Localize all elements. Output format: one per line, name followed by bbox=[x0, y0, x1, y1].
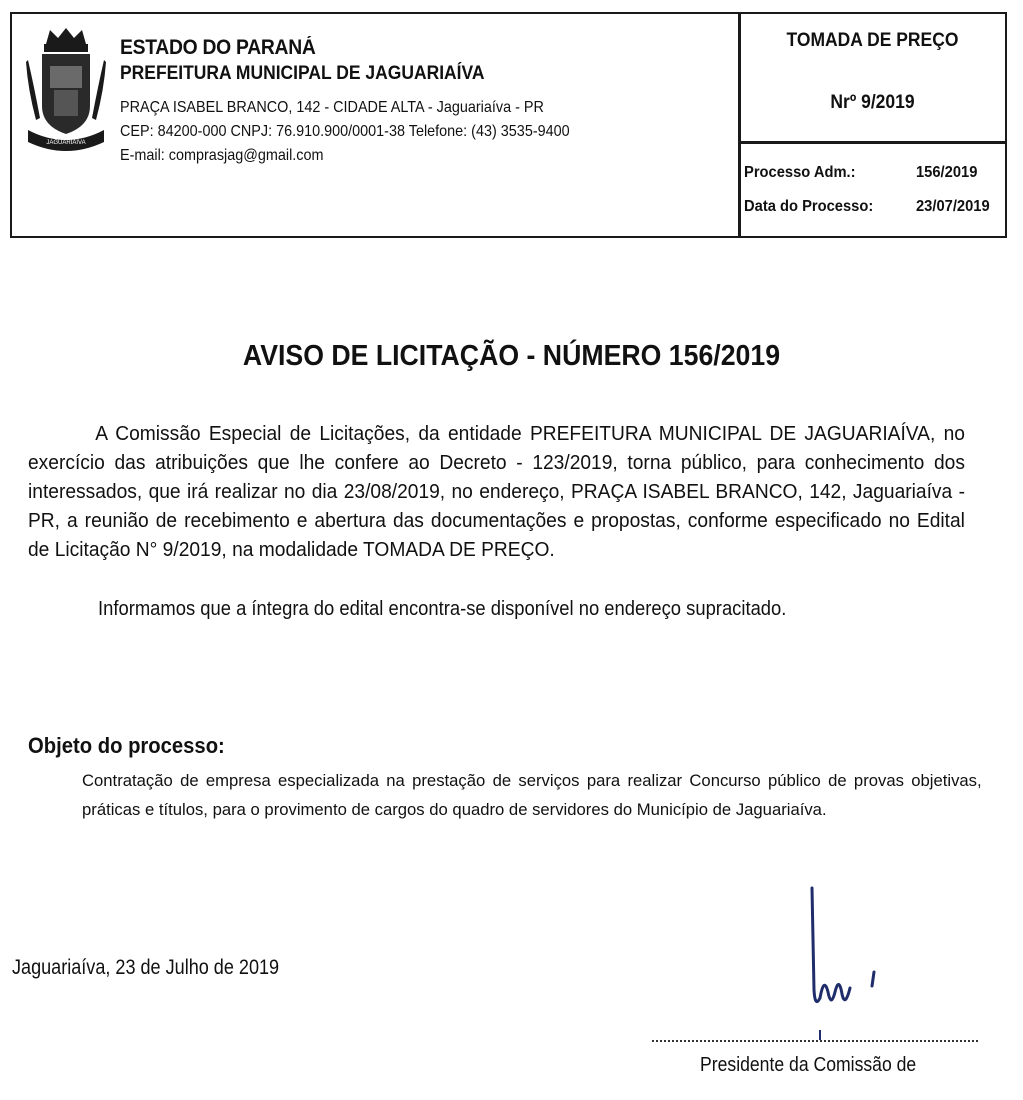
email: E-mail: comprasjag@gmail.com bbox=[120, 147, 324, 164]
contact-info: CEP: 84200-000 CNPJ: 76.910.900/0001-38 Telefone: (43) 3535-9400 bbox=[120, 123, 570, 140]
signature-icon bbox=[790, 880, 910, 1040]
modality-number: Nrº 9/2019 bbox=[830, 92, 915, 113]
place-date: Jaguariaíva, 23 de Julho de 2019 bbox=[12, 956, 280, 979]
vertical-divider bbox=[738, 14, 741, 236]
signature-line bbox=[652, 1040, 978, 1042]
signature-role: Presidente da Comissão de bbox=[700, 1054, 917, 1076]
process-date-label: Data do Processo: bbox=[744, 198, 874, 215]
notice-info: Informamos que a íntegra do edital encontra-se disponível no endereço supracitado. bbox=[98, 598, 787, 620]
city-hall-name: PREFEITURA MUNICIPAL DE JAGUARIAÍVA bbox=[120, 63, 485, 84]
object-heading: Objeto do processo: bbox=[28, 733, 225, 758]
horizontal-divider bbox=[740, 141, 1005, 144]
process-date-value: 23/07/2019 bbox=[916, 198, 990, 215]
process-label: Processo Adm.: bbox=[744, 164, 856, 181]
notice-body: A Comissão Especial de Licitações, da entidade PREFEITURA MUNICIPAL DE JAGUARIAÍVA, no exercício das atribuições que lhe confere ao Decreto - 123/2019, torna público, para conhecimento dos interessados, que irá realizar no dia 23/08/2019, no endereço, PRAÇA ISABEL BRANCO, 142, Jaguariaíva - PR, a reunião de recebimento e abertura das documentações e propostas, conforme especificado no Edital de Licitação N° 9/2019, na modalidade TOMADA DE PREÇO. bbox=[28, 423, 965, 561]
crest-ribbon-text: JAGUARIAÍVA bbox=[46, 140, 86, 146]
process-value: 156/2019 bbox=[916, 164, 978, 181]
notice-title: AVISO DE LICITAÇÃO - NÚMERO 156/2019 bbox=[242, 340, 781, 372]
state-name: ESTADO DO PARANÁ bbox=[120, 36, 316, 59]
document-header bbox=[10, 12, 1007, 238]
address: PRAÇA ISABEL BRANCO, 142 - CIDADE ALTA - Jaguariaíva - PR bbox=[120, 99, 544, 116]
object-text: Contratação de empresa especializada na prestação de serviços para realizar Concurso público de provas objetivas, práticas e títulos, para o provimento de cargos do quadro de servidores do Município de Jaguariaíva. bbox=[82, 771, 982, 819]
modality-title: TOMADA DE PREÇO bbox=[786, 30, 959, 51]
organization-info bbox=[120, 36, 620, 168]
municipal-crest-icon bbox=[24, 26, 108, 154]
